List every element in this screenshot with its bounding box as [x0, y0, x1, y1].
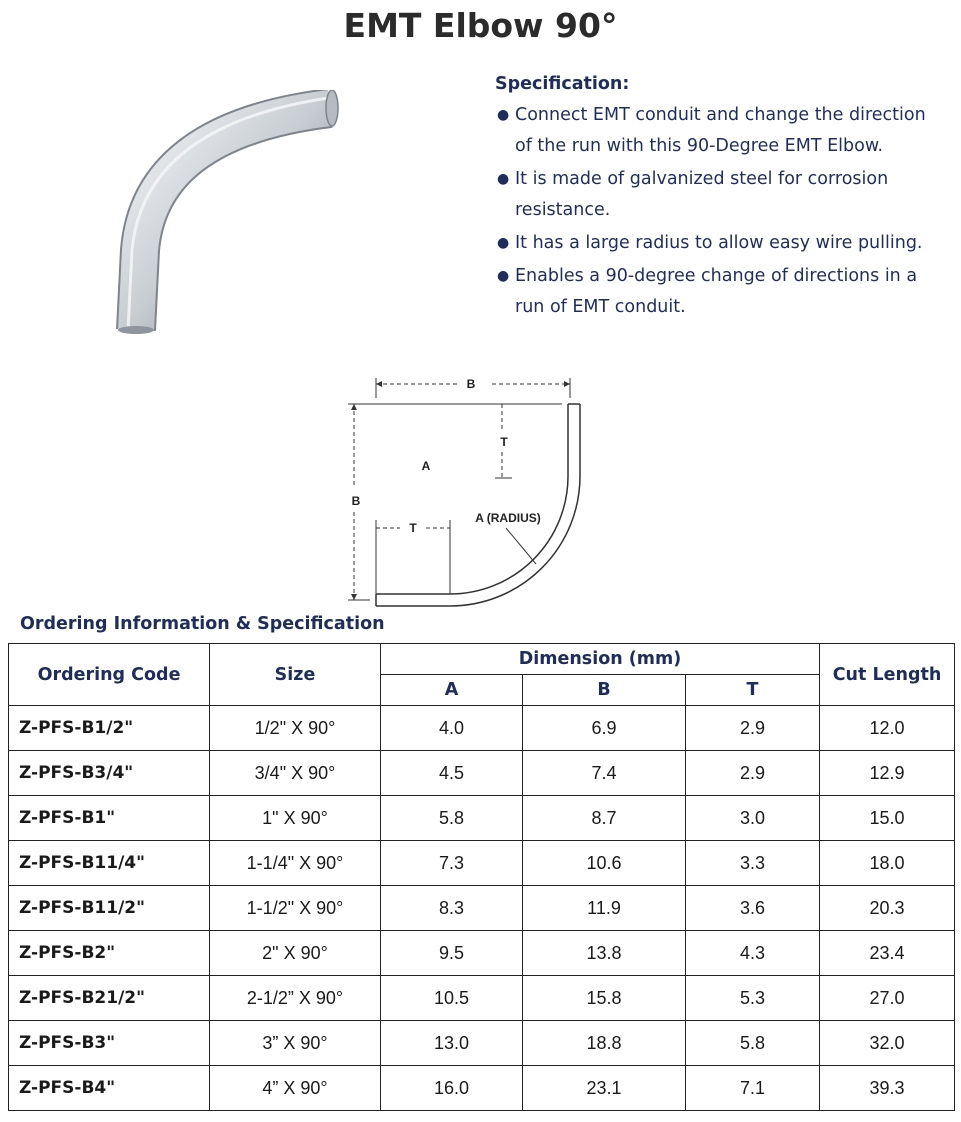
cell-code: Z-PFS-B4": [9, 1066, 210, 1111]
header-size: Size: [210, 644, 381, 706]
cell-code: Z-PFS-B3": [9, 1021, 210, 1066]
spec-bullet: ● Connect EMT conduit and change the direction of the run with this 90-Degree EMT Elbow.: [495, 100, 945, 162]
ordering-heading: Ordering Information & Specification: [20, 614, 385, 634]
cell-t: 5.8: [686, 1021, 820, 1066]
label-b-top: B: [466, 377, 476, 391]
table-row: [9, 976, 955, 1021]
cell-t: 3.6: [686, 886, 820, 931]
cell-b: 13.8: [523, 931, 686, 976]
cell-t: 4.3: [686, 931, 820, 976]
ordering-table: [8, 643, 955, 1111]
specification-heading: Specification:: [495, 74, 630, 94]
cell-code: Z-PFS-B1": [9, 796, 210, 841]
label-a-radius: A (RADIUS): [475, 511, 541, 525]
cell-b: 23.1: [523, 1066, 686, 1111]
table-row: [9, 841, 955, 886]
table-row: [9, 751, 955, 796]
label-a: A: [421, 459, 431, 473]
header-b: B: [523, 675, 686, 706]
header-cut-length: Cut Length: [820, 644, 955, 706]
cell-cut-length: 27.0: [820, 976, 955, 1021]
cell-a: 8.3: [381, 886, 523, 931]
spec-bullet: ● Enables a 90-degree change of directions in a run of EMT conduit.: [495, 261, 945, 323]
cell-code: Z-PFS-B3/4": [9, 751, 210, 796]
cell-code: Z-PFS-B11/2": [9, 886, 210, 931]
cell-code: Z-PFS-B11/4": [9, 841, 210, 886]
cell-a: 4.0: [381, 706, 523, 751]
cell-size: 4” X 90°: [210, 1066, 381, 1111]
label-b-side: B: [351, 494, 361, 508]
page-title: EMT Elbow 90°: [343, 6, 618, 45]
cell-t: 3.0: [686, 796, 820, 841]
label-t-horizontal: T: [409, 521, 417, 535]
cell-a: 13.0: [381, 1021, 523, 1066]
table-row: [9, 1066, 955, 1111]
elbow-photo: [110, 90, 370, 350]
bullet-icon: ●: [497, 268, 510, 284]
cell-code: Z-PFS-B1/2": [9, 706, 210, 751]
cell-cut-length: 39.3: [820, 1066, 955, 1111]
cell-a: 9.5: [381, 931, 523, 976]
table-row: [9, 886, 955, 931]
cell-b: 11.9: [523, 886, 686, 931]
cell-a: 16.0: [381, 1066, 523, 1111]
cell-size: 1-1/4" X 90°: [210, 841, 381, 886]
bullet-icon: ●: [497, 107, 510, 123]
specification-panel: [495, 74, 945, 325]
cell-size: 1/2" X 90°: [210, 706, 381, 751]
cell-b: 15.8: [523, 976, 686, 1021]
cell-cut-length: 12.0: [820, 706, 955, 751]
cell-size: 2-1/2” X 90°: [210, 976, 381, 1021]
cell-code: Z-PFS-B2": [9, 931, 210, 976]
cell-t: 2.9: [686, 751, 820, 796]
header-t: T: [686, 675, 820, 706]
cell-size: 1-1/2" X 90°: [210, 886, 381, 931]
header-dimension: Dimension (mm): [381, 644, 820, 675]
cell-code: Z-PFS-B21/2": [9, 976, 210, 1021]
table-row: [9, 1021, 955, 1066]
cell-t: 2.9: [686, 706, 820, 751]
cell-b: 18.8: [523, 1021, 686, 1066]
cell-cut-length: 20.3: [820, 886, 955, 931]
header-ordering-code: Ordering Code: [9, 644, 210, 706]
cell-t: 7.1: [686, 1066, 820, 1111]
cell-b: 10.6: [523, 841, 686, 886]
cell-cut-length: 15.0: [820, 796, 955, 841]
cell-a: 5.8: [381, 796, 523, 841]
label-t-vertical: T: [500, 435, 508, 449]
cell-size: 3” X 90°: [210, 1021, 381, 1066]
cell-b: 6.9: [523, 706, 686, 751]
specification-list: [495, 100, 945, 323]
header-a: A: [381, 675, 523, 706]
cell-b: 8.7: [523, 796, 686, 841]
cell-size: 3/4" X 90°: [210, 751, 381, 796]
bullet-icon: ●: [497, 171, 510, 187]
table-row: [9, 796, 955, 841]
cell-a: 7.3: [381, 841, 523, 886]
cell-b: 7.4: [523, 751, 686, 796]
spec-bullet: ● It is made of galvanized steel for corrosion resistance.: [495, 164, 945, 226]
cell-t: 5.3: [686, 976, 820, 1021]
table-row: [9, 706, 955, 751]
cell-t: 3.3: [686, 841, 820, 886]
cell-a: 10.5: [381, 976, 523, 1021]
cell-cut-length: 12.9: [820, 751, 955, 796]
dimension-diagram: [340, 370, 600, 620]
bullet-icon: ●: [497, 235, 510, 251]
cell-cut-length: 23.4: [820, 931, 955, 976]
spec-bullet: ● It has a large radius to allow easy wire pulling.: [495, 228, 945, 259]
cell-size: 2" X 90°: [210, 931, 381, 976]
cell-cut-length: 32.0: [820, 1021, 955, 1066]
cell-cut-length: 18.0: [820, 841, 955, 886]
cell-a: 4.5: [381, 751, 523, 796]
table-row: [9, 931, 955, 976]
cell-size: 1" X 90°: [210, 796, 381, 841]
